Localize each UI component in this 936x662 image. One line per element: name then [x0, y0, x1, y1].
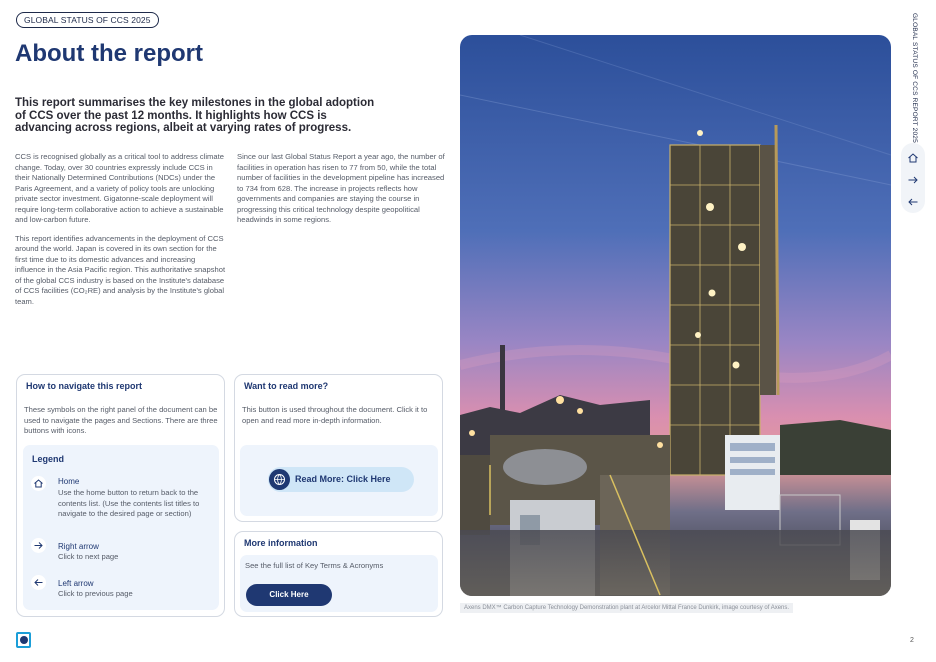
legend-item-desc: Click to next page [58, 552, 119, 561]
click-here-button[interactable]: Click Here [246, 584, 332, 606]
read-more-text: This button is used throughout the document. Click it to open and read more in-depth information. [242, 405, 428, 425]
institute-logo [16, 632, 31, 648]
body-paragraph: This report identifies advancements in the deployment of CCS around the world. Japan is covered in its own section for the first time due to its domestic advances and increasing influence in the Asia Pacific region. This authoritative snapshot of the global CCS industry is based on the Institute's database of CCS facilities (CO₂RE) and analysis by the Institute's global team. [15, 233, 226, 306]
body-column-2 [237, 152, 449, 234]
legend-item-desc: Use the home button to return back to the contents list. (Use the contents list titles to navigate to the desired page or section) [58, 488, 200, 518]
previous-page-button[interactable] [904, 193, 922, 211]
navigate-card [16, 374, 225, 617]
home-icon [31, 476, 46, 491]
legend-item-name: Home [58, 477, 80, 486]
body-paragraph: CCS is recognised globally as a critical tool to address climate change. Today, over 30 countries expressly include CCS in their Nationally Determined Contributions (NDCs) under the Paris Agreement, and a variety of policy tools are unlocking private sector investment. Gigatonne-scale deployment will require long-term collaborative action to achieve a sustainable and low-carbon future. [15, 152, 224, 224]
legend-title: Legend [32, 454, 65, 464]
page-number: 2 [910, 637, 914, 644]
page-title: About the report [15, 40, 203, 67]
read-more-card [234, 374, 443, 522]
legend-item-desc: Click to previous page [58, 589, 133, 598]
navigate-text: These symbols on the right panel of the document can be used to navigate the pages and Sections. There are three buttons with icons. [24, 405, 218, 435]
more-info-title: More information [244, 538, 318, 548]
report-tag: GLOBAL STATUS OF CCS 2025 [16, 12, 159, 28]
home-icon [904, 149, 922, 167]
read-more-button-label: Read More: Click Here [295, 474, 391, 484]
plant-photo [460, 35, 891, 596]
next-page-button[interactable] [904, 171, 922, 189]
left-arrow-icon [31, 575, 46, 590]
body-column-1 [15, 152, 227, 315]
lead-paragraph: This report summarises the key milestones in the global adoption of CCS over the past 12 months. It highlights how CCS is advancing across regions, albeit at varying rates of progress. [15, 97, 375, 134]
photo-caption: Axens DMX™ Carbon Capture Technology Demonstration plant at Arcelor Mittal France Dunkirk, image courtesy of Axens. [460, 603, 793, 613]
right-arrow-icon [904, 171, 922, 189]
right-arrow-icon [31, 538, 46, 553]
home-nav-button[interactable] [904, 149, 922, 167]
left-arrow-icon [904, 193, 922, 211]
more-info-text: See the full list of Key Terms & Acronyms [245, 561, 384, 570]
navigate-title: How to navigate this report [26, 381, 143, 391]
read-more-title: Want to read more? [244, 381, 329, 391]
legend-panel [23, 445, 219, 610]
legend-item-name: Right arrow [58, 542, 99, 551]
globe-icon [269, 469, 290, 490]
vertical-report-title: GLOBAL STATUS OF CCS REPORT 2025 [911, 13, 918, 143]
legend-item-name: Left arrow [58, 579, 94, 588]
read-more-button[interactable] [268, 467, 414, 492]
body-paragraph: Since our last Global Status Report a year ago, the number of facilities in operation has risen to 77 from 50, while the total number of facilities in the development pipeline has increased to 734 from 628. The increase in projects reflects how governments and companies are staying the course in progressing this critical technology despite geopolitical headwinds in some regions. [237, 152, 445, 224]
